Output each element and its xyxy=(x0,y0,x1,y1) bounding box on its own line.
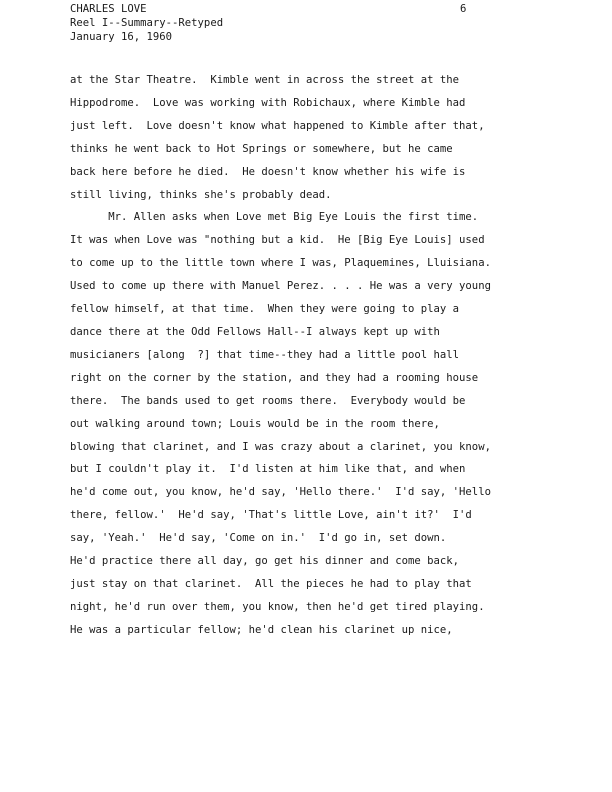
transcript-line: He was a particular fellow; he'd clean his clarinet up nice, xyxy=(70,623,453,636)
transcript-line: he'd come out, you know, he'd say, 'Hello there.' I'd say, 'Hello xyxy=(70,486,491,499)
transcript-line: dance there at the Odd Fellows Hall--I always kept up with xyxy=(70,325,440,338)
transcript-line: right on the corner by the station, and they had a rooming house xyxy=(70,371,479,384)
transcript-line: Used to come up there with Manuel Perez. . . . He was a very young xyxy=(70,280,491,293)
transcript-line: back here before he died. He doesn't know whether his wife is xyxy=(70,165,466,178)
document-header xyxy=(70,2,223,44)
page-number: 6 xyxy=(460,3,467,15)
transcript-line: He'd practice there all day, go get his dinner and come back, xyxy=(70,555,460,568)
transcript-line: just left. Love doesn't know what happened to Kimble after that, xyxy=(70,119,485,132)
transcript-line: just stay on that clarinet. All the pieces he had to play that xyxy=(70,577,472,590)
interview-date: January 16, 1960 xyxy=(70,31,173,43)
transcript-line: to come up to the little town where I was, Plaquemines, Lluisiana. xyxy=(70,257,491,270)
transcript-line: fellow himself, at that time. When they were going to play a xyxy=(70,303,460,316)
reel-info: Reel I--Summary--Retyped xyxy=(70,17,224,29)
transcript-line: musicianers [along ?] that time--they had a little pool hall xyxy=(70,348,460,361)
transcript-line: still living, thinks she's probably dead. xyxy=(70,188,332,201)
transcript-body xyxy=(70,69,600,642)
transcript-line: Mr. Allen asks when Love met Big Eye Louis the first time. xyxy=(70,211,479,224)
transcript-line: at the Star Theatre. Kimble went in across the street at the xyxy=(70,74,460,86)
transcript-line: out walking around town; Louis would be in the room there, xyxy=(70,417,440,430)
transcript-line: thinks he went back to Hot Springs or somewhere, but he came xyxy=(70,142,453,155)
transcript-line: Hippodrome. Love was working with Robichaux, where Kimble had xyxy=(70,96,466,109)
interviewee-name: CHARLES LOVE xyxy=(70,3,147,15)
transcript-line: there, fellow.' He'd say, 'That's little Love, ain't it?' I'd xyxy=(70,509,472,522)
transcript-line: It was when Love was "nothing but a kid. He [Big Eye Louis] used xyxy=(70,234,485,247)
transcript-line: blowing that clarinet, and I was crazy about a clarinet, you know, xyxy=(70,440,491,453)
transcript-line: but I couldn't play it. I'd listen at him like that, and when xyxy=(70,463,466,476)
transcript-line: say, 'Yeah.' He'd say, 'Come on in.' I'd go in, set down. xyxy=(70,532,447,545)
transcript-line: there. The bands used to get rooms there. Everybody would be xyxy=(70,394,466,407)
transcript-line: night, he'd run over them, you know, then he'd get tired playing. xyxy=(70,600,485,613)
